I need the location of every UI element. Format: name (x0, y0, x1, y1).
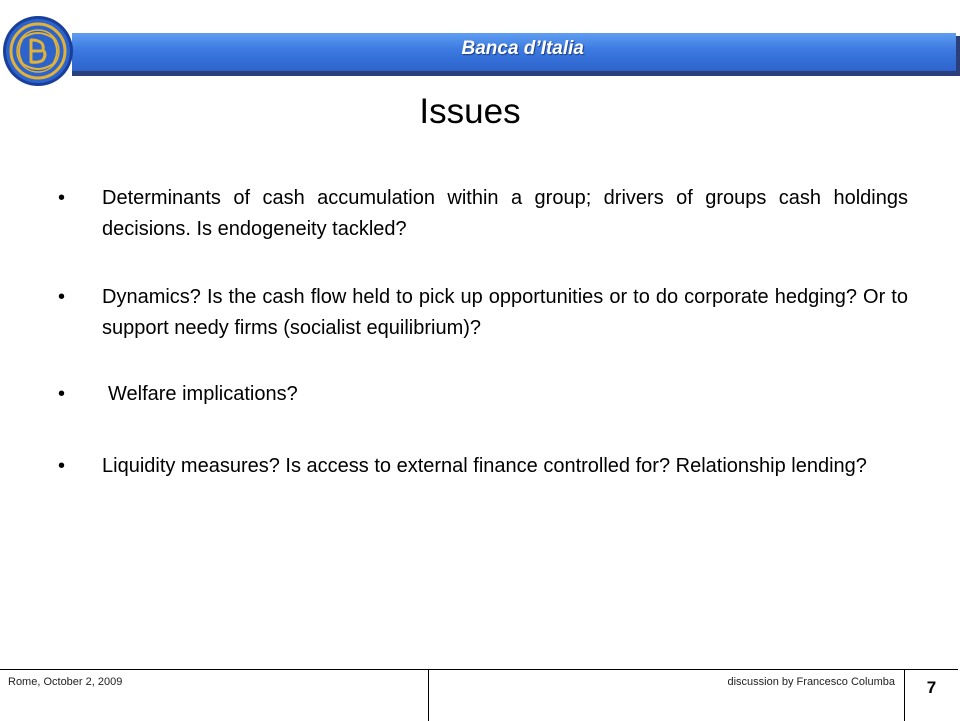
footer-date: Rome, October 2, 2009 (8, 676, 123, 688)
bullet-symbol: • (58, 286, 66, 308)
bullet-text: Dynamics? Is the cash flow held to pick up opportunities or to do corporate hedging? Or to support needy firms (socialist equilibrium)? (102, 286, 908, 339)
bullet-text: Determinants of cash accumulation within a group; drivers of groups cash holdings decisions. Is endogeneity tackled? (102, 187, 908, 240)
header-brand-title: Banca d’Italia (461, 38, 584, 59)
page-title: Issues (419, 92, 521, 131)
bullet-text: Liquidity measures? Is access to external finance controlled for? Relationship lending? (102, 455, 867, 477)
bullet-symbol: • (58, 187, 66, 209)
bullet-symbol: • (58, 455, 66, 477)
banca-ditalia-logo-icon (1, 14, 75, 88)
page-number: 7 (926, 678, 937, 697)
footer-date-cell (0, 670, 429, 721)
footer-author-cell (429, 670, 905, 721)
bullet-text: Welfare implications? (108, 383, 298, 405)
bullet-symbol: • (58, 383, 66, 405)
footer-author: discussion by Francesco Columba (727, 676, 895, 688)
footer (0, 669, 958, 721)
footer-page-cell (905, 670, 958, 721)
